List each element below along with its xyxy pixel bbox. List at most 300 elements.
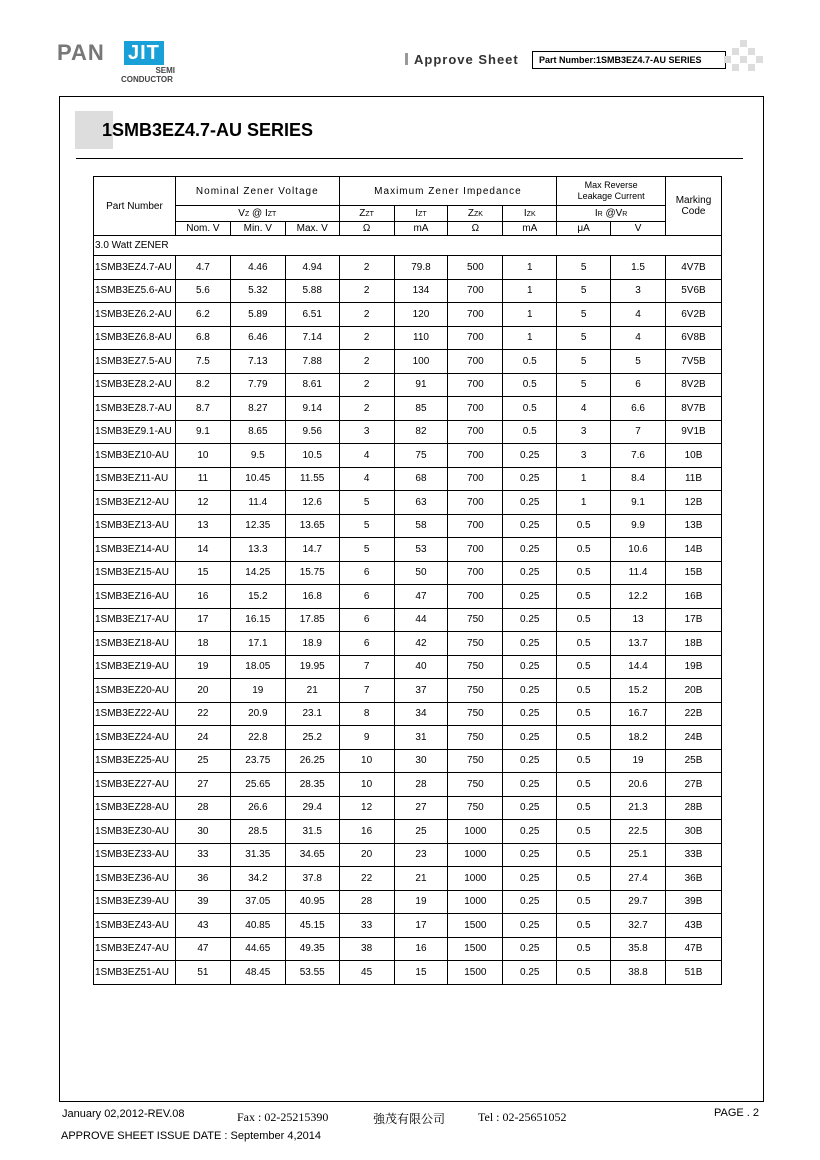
header-max-impedance: Maximum Zener Impedance [339,177,557,206]
table-cell: 1SMB3EZ51-AU [94,961,176,985]
table-cell: 82 [394,420,448,444]
table-cell: 6V2B [665,303,721,327]
table-row [94,444,722,468]
header-marking-line2: Code [681,206,706,217]
header-marking-line1: Marking [675,195,712,206]
table-cell: 0.25 [503,796,557,820]
logo-conductor-text: CONDUCTOR [121,75,173,84]
table-cell: 0.25 [503,702,557,726]
unit-nom-v: Nom. V [175,222,230,236]
table-cell: 1 [503,256,557,280]
table-cell: 5 [557,350,611,374]
table-cell: 45 [339,961,394,985]
header-izt-sub: ZT [267,211,277,218]
table-cell: 2 [339,256,394,280]
table-cell: 6V8B [665,326,721,350]
table-cell: 9.1 [175,420,230,444]
table-cell: 9.1 [611,491,666,515]
table-cell: 1SMB3EZ7.5-AU [94,350,176,374]
table-cell: 1SMB3EZ13-AU [94,514,176,538]
table-cell: 8.61 [285,373,339,397]
table-cell: 31.35 [230,843,285,867]
table-cell: 2 [339,326,394,350]
table-cell: 18.05 [230,655,285,679]
table-cell: 22 [339,867,394,891]
table-cell: 4.7 [175,256,230,280]
table-cell: 7.14 [285,326,339,350]
table-cell: 1SMB3EZ28-AU [94,796,176,820]
table-row [94,937,722,961]
table-cell: 1SMB3EZ6.8-AU [94,326,176,350]
table-cell: 700 [448,514,503,538]
table-cell: 4.46 [230,256,285,280]
table-cell: 34.2 [230,867,285,891]
table-cell: 1SMB3EZ22-AU [94,702,176,726]
table-cell: 12.2 [611,585,666,609]
table-cell: 0.5 [557,749,611,773]
table-cell: 39 [175,890,230,914]
approve-sheet-heading [405,52,519,67]
table-cell: 7.6 [611,444,666,468]
table-cell: 750 [448,608,503,632]
table-cell: 1000 [448,843,503,867]
table-cell: 20B [665,679,721,703]
table-cell: 19 [394,890,448,914]
table-cell: 40.95 [285,890,339,914]
table-row [94,420,722,444]
table-cell: 10.6 [611,538,666,562]
table-cell: 5 [611,350,666,374]
table-cell: 10 [339,773,394,797]
table-cell: 134 [394,279,448,303]
table-cell: 6.51 [285,303,339,327]
table-cell: 16 [394,937,448,961]
table-cell: 22.5 [611,820,666,844]
table-cell: 43 [175,914,230,938]
footer-date-rev: January 02,2012-REV.08 [62,1108,185,1120]
table-cell: 700 [448,397,503,421]
table-cell: 28 [339,890,394,914]
table-cell: 700 [448,467,503,491]
table-cell: 31 [394,726,448,750]
table-cell: 45.15 [285,914,339,938]
table-cell: 1SMB3EZ24-AU [94,726,176,750]
header-zzk-sub: ZK [473,211,483,218]
table-cell: 16 [339,820,394,844]
table-cell: 21 [285,679,339,703]
table-cell: 2 [339,350,394,374]
table-row [94,608,722,632]
table-cell: 20 [175,679,230,703]
table-cell: 50 [394,561,448,585]
header-izt2-sub: ZT [418,211,427,218]
table-row [94,632,722,656]
table-cell: 17B [665,608,721,632]
table-cell: 9.14 [285,397,339,421]
table-cell: 8.65 [230,420,285,444]
table-cell: 0.5 [557,585,611,609]
table-cell: 100 [394,350,448,374]
table-cell: 8 [339,702,394,726]
part-number-box: Part Number:1SMB3EZ4.7-AU SERIES [532,51,726,69]
table-cell: 42 [394,632,448,656]
table-cell: 14.25 [230,561,285,585]
table-cell: 0.5 [557,937,611,961]
table-cell: 47B [665,937,721,961]
checker-square [740,56,747,63]
table-cell: 0.25 [503,749,557,773]
zener-spec-table [93,176,722,985]
table-cell: 5.6 [175,279,230,303]
table-cell: 14B [665,538,721,562]
table-cell: 15.2 [611,679,666,703]
unit-ua: μA [557,222,611,236]
unit-max-v: Max. V [285,222,339,236]
table-row [94,914,722,938]
table-cell: 25.2 [285,726,339,750]
table-cell: 18.9 [285,632,339,656]
table-cell: 22B [665,702,721,726]
table-cell: 700 [448,561,503,585]
table-cell: 3 [557,444,611,468]
table-cell: 27B [665,773,721,797]
table-cell: 750 [448,773,503,797]
table-cell: 17 [394,914,448,938]
table-cell: 0.5 [557,538,611,562]
table-cell: 9.5 [230,444,285,468]
table-cell: 1SMB3EZ14-AU [94,538,176,562]
table-cell: 51B [665,961,721,985]
table-cell: 37.05 [230,890,285,914]
table-cell: 750 [448,655,503,679]
unit-ma-izk: mA [503,222,557,236]
table-cell: 91 [394,373,448,397]
table-row [94,514,722,538]
table-cell: 0.25 [503,561,557,585]
table-cell: 1SMB3EZ27-AU [94,773,176,797]
table-cell: 1.5 [611,256,666,280]
table-cell: 10 [175,444,230,468]
table-cell: 31.5 [285,820,339,844]
table-cell: 3 [611,279,666,303]
table-row [94,843,722,867]
table-cell: 1500 [448,961,503,985]
table-cell: 1SMB3EZ11-AU [94,467,176,491]
table-cell: 34.65 [285,843,339,867]
table-cell: 28.35 [285,773,339,797]
table-row [94,303,722,327]
table-cell: 58 [394,514,448,538]
header-izk-main: I [523,208,527,219]
table-cell: 37 [394,679,448,703]
table-cell: 27 [175,773,230,797]
table-cell: 21 [394,867,448,891]
table-cell: 14.7 [285,538,339,562]
table-cell: 750 [448,702,503,726]
table-cell: 7 [339,655,394,679]
panjit-logo [57,40,187,88]
table-cell: 1SMB3EZ20-AU [94,679,176,703]
table-cell: 4 [611,303,666,327]
table-cell: 0.25 [503,514,557,538]
table-cell: 16.15 [230,608,285,632]
table-cell: 0.5 [557,820,611,844]
table-cell: 5 [339,514,394,538]
table-cell: 6 [339,608,394,632]
table-cell: 16.7 [611,702,666,726]
table-cell: 2 [339,303,394,327]
unit-v: V [611,222,666,236]
heading-bar-icon [405,53,408,65]
table-cell: 11.4 [230,491,285,515]
table-cell: 7V5B [665,350,721,374]
table-cell: 3 [557,420,611,444]
table-cell: 0.5 [557,679,611,703]
table-row [94,373,722,397]
table-cell: 25.1 [611,843,666,867]
table-cell: 33 [175,843,230,867]
table-cell: 8.2 [175,373,230,397]
header-vz: V [238,208,245,219]
checker-square [748,64,755,71]
table-cell: 15.2 [230,585,285,609]
table-cell: 28.5 [230,820,285,844]
table-cell: 9.56 [285,420,339,444]
checker-square [732,64,739,71]
table-cell: 700 [448,279,503,303]
table-cell: 1SMB3EZ39-AU [94,890,176,914]
table-cell: 13 [175,514,230,538]
header-zzt-sub: ZT [365,211,374,218]
table-cell: 18.2 [611,726,666,750]
table-cell: 11B [665,467,721,491]
table-row [94,702,722,726]
table-cell: 22 [175,702,230,726]
table-cell: 750 [448,726,503,750]
footer-tel: Tel : 02-25651052 [478,1110,567,1124]
table-cell: 16B [665,585,721,609]
header-ir-at-vr [557,206,666,222]
table-cell: 6 [339,632,394,656]
table-cell: 1SMB3EZ8.2-AU [94,373,176,397]
header-nominal-voltage: Nominal Zener Voltage [175,177,339,206]
table-cell: 1SMB3EZ10-AU [94,444,176,468]
table-cell: 500 [448,256,503,280]
table-row [94,538,722,562]
table-cell: 700 [448,491,503,515]
table-cell: 15.75 [285,561,339,585]
header-marking-code [665,177,721,236]
table-cell: 1SMB3EZ30-AU [94,820,176,844]
table-cell: 38.8 [611,961,666,985]
header-vr-sub: R [622,211,628,218]
table-cell: 1SMB3EZ8.7-AU [94,397,176,421]
table-cell: 29.7 [611,890,666,914]
checker-square [756,56,763,63]
table-cell: 19 [175,655,230,679]
table-cell: 700 [448,444,503,468]
table-cell: 0.5 [557,961,611,985]
table-cell: 53 [394,538,448,562]
checker-decoration-icon [724,40,764,80]
table-cell: 4V7B [665,256,721,280]
table-cell: 0.25 [503,890,557,914]
table-cell: 8.27 [230,397,285,421]
table-cell: 8.4 [611,467,666,491]
unit-min-v: Min. V [230,222,285,236]
table-cell: 37.8 [285,867,339,891]
table-row [94,796,722,820]
table-cell: 6.8 [175,326,230,350]
table-cell: 44.65 [230,937,285,961]
table-cell: 22.8 [230,726,285,750]
table-cell: 0.25 [503,914,557,938]
header-izk [503,206,557,222]
table-cell: 25B [665,749,721,773]
table-cell: 1 [503,326,557,350]
table-row [94,655,722,679]
table-cell: 4 [339,467,394,491]
table-cell: 20.9 [230,702,285,726]
table-cell: 110 [394,326,448,350]
table-cell: 19B [665,655,721,679]
table-cell: 36 [175,867,230,891]
table-cell: 6 [339,561,394,585]
table-cell: 4 [339,444,394,468]
table-cell: 6.6 [611,397,666,421]
table-cell: 19 [611,749,666,773]
table-cell: 0.5 [557,773,611,797]
table-cell: 10B [665,444,721,468]
table-cell: 0.5 [557,914,611,938]
table-cell: 29.4 [285,796,339,820]
table-row [94,961,722,985]
table-cell: 21.3 [611,796,666,820]
table-row [94,749,722,773]
table-cell: 5 [339,491,394,515]
footer-issue-date: APPROVE SHEET ISSUE DATE : September 4,2014 [61,1130,322,1142]
table-cell: 23 [394,843,448,867]
table-cell: 33B [665,843,721,867]
page-title: 1SMB3EZ4.7-AU SERIES [102,120,314,140]
table-cell: 15 [394,961,448,985]
table-cell: 40 [394,655,448,679]
table-cell: 75 [394,444,448,468]
table-cell: 7.5 [175,350,230,374]
table-row [94,279,722,303]
table-cell: 120 [394,303,448,327]
table-row [94,561,722,585]
table-cell: 1SMB3EZ16-AU [94,585,176,609]
table-cell: 7.13 [230,350,285,374]
table-cell: 0.25 [503,632,557,656]
table-cell: 17 [175,608,230,632]
table-cell: 9V1B [665,420,721,444]
table-cell: 14.4 [611,655,666,679]
table-cell: 5 [339,538,394,562]
table-cell: 0.5 [557,655,611,679]
table-cell: 5.32 [230,279,285,303]
header-zzt-main: Z [359,208,366,219]
table-cell: 26.25 [285,749,339,773]
table-cell: 15B [665,561,721,585]
table-row [94,491,722,515]
table-cell: 16.8 [285,585,339,609]
header-vz-at-izt [175,206,339,222]
table-row [94,820,722,844]
table-cell: 24 [175,726,230,750]
table-cell: 6 [339,585,394,609]
table-cell: 0.5 [557,867,611,891]
table-cell: 12.6 [285,491,339,515]
table-cell: 30 [175,820,230,844]
table-cell: 1000 [448,867,503,891]
table-cell: 30B [665,820,721,844]
table-cell: 26.6 [230,796,285,820]
table-cell: 25 [175,749,230,773]
table-cell: 13.7 [611,632,666,656]
table-cell: 0.5 [557,726,611,750]
table-cell: 39B [665,890,721,914]
checker-square [748,48,755,55]
table-cell: 0.25 [503,467,557,491]
table-cell: 5 [557,373,611,397]
table-cell: 1SMB3EZ6.2-AU [94,303,176,327]
header-ir: I [594,208,598,219]
title-divider [76,158,743,159]
table-row [94,350,722,374]
table-cell: 28 [175,796,230,820]
header-ir-sub: R [597,211,603,218]
table-cell: 25.65 [230,773,285,797]
table-cell: 1SMB3EZ36-AU [94,867,176,891]
table-cell: 11.55 [285,467,339,491]
table-cell: 9 [339,726,394,750]
table-cell: 12 [175,491,230,515]
table-cell: 48.45 [230,961,285,985]
table-cell: 0.25 [503,444,557,468]
table-cell: 750 [448,796,503,820]
table-cell: 1000 [448,890,503,914]
table-cell: 7 [611,420,666,444]
header-izt2-main: I [415,208,419,219]
header-ir-at: @V [605,208,623,219]
table-cell: 14 [175,538,230,562]
table-cell: 0.25 [503,538,557,562]
header-vz-sub: Z [244,211,250,218]
table-cell: 1SMB3EZ4.7-AU [94,256,176,280]
table-row [94,326,722,350]
table-cell: 23.1 [285,702,339,726]
table-cell: 47 [394,585,448,609]
table-cell: 0.5 [557,632,611,656]
table-cell: 0.25 [503,679,557,703]
table-cell: 47 [175,937,230,961]
table-cell: 0.5 [557,702,611,726]
table-cell: 700 [448,373,503,397]
table-cell: 27.4 [611,867,666,891]
table-cell: 19 [230,679,285,703]
table-cell: 0.5 [557,608,611,632]
table-cell: 11 [175,467,230,491]
header-leakage-current [557,177,666,206]
table-cell: 0.5 [503,350,557,374]
table-cell: 1500 [448,937,503,961]
unit-ohm-zzk: Ω [448,222,503,236]
table-cell: 0.25 [503,843,557,867]
table-cell: 1SMB3EZ5.6-AU [94,279,176,303]
table-cell: 28 [394,773,448,797]
